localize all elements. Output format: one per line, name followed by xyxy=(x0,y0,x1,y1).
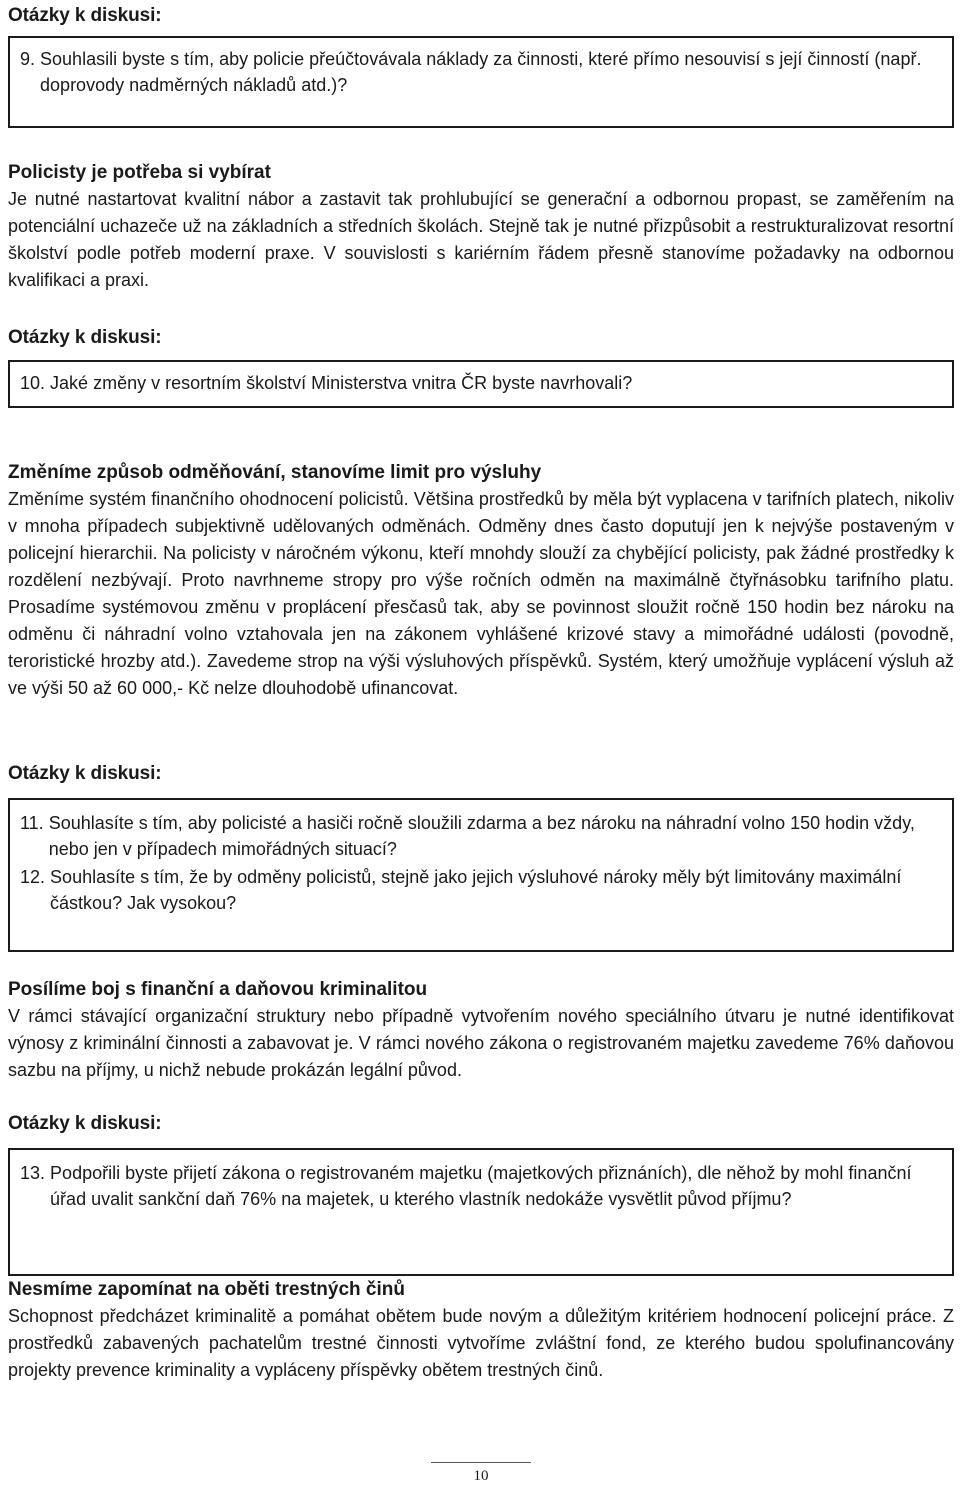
question-item xyxy=(20,810,942,862)
section-recruitment xyxy=(8,160,954,294)
question-number: 10. xyxy=(20,373,46,393)
question-item xyxy=(20,864,942,916)
section-title: Změníme způsob odměňování, stanovíme limit pro výsluhy xyxy=(8,462,542,483)
page-number: 10 xyxy=(473,1468,489,1484)
section-title: Nesmíme zapomínat na oběti trestných činů xyxy=(8,1279,405,1300)
section-body: Je nutné nastartovat kvalitní nábor a zastavit tak prohlubující se generační a odbornou propast, se zaměřením na potenciální uchazeče už na základních a středních školách. Stejně tak je nutné přizpůsobit a restrukturalizovat resortní školství podle potřeb moderní praxe. V souvislosti s kariérním řádem přesně stanovíme požadavky na odbornou kvalifikaci a praxi. xyxy=(8,189,954,290)
question-box xyxy=(8,360,954,408)
discussion-block-1 xyxy=(8,4,954,128)
discussion-heading: Otázky k diskusi: xyxy=(8,763,162,784)
section-financial-crime xyxy=(8,977,954,1084)
question-box xyxy=(8,36,954,128)
section-body: V rámci stávající organizační struktury nebo případně vytvořením nového speciálního útvaru je nutné identifikovat výnosy z kriminální činnosti a zabavovat je. V rámci nového zákona o registrovaném majetku zavedeme 76% daňovou sazbu na příjmy, u nichž nebude prokázán legální původ. xyxy=(8,1006,954,1080)
discussion-block-4 xyxy=(8,1112,954,1276)
section-title: Posílíme boj s finanční a daňovou kriminalitou xyxy=(8,979,428,1000)
question-item xyxy=(20,370,942,396)
question-item xyxy=(20,46,942,98)
section-remuneration xyxy=(8,460,954,702)
question-number: 9. xyxy=(20,49,36,69)
discussion-heading: Otázky k diskusi: xyxy=(8,1113,162,1134)
discussion-block-2 xyxy=(8,326,954,408)
question-number: 12. xyxy=(20,867,46,887)
section-crime-victims xyxy=(8,1277,954,1384)
question-text: Souhlasíte s tím, aby policisté a hasiči ročně sloužili zdarma a bez nároku na náhradní volno 150 hodin vždy, nebo jen v případech mimořádných situací? xyxy=(48,813,915,859)
section-title: Policisty je potřeba si vybírat xyxy=(8,162,271,183)
question-text: Podpořili byste přijetí zákona o registrovaném majetku (majetkových přiznáních), dle něhož by mohl finanční úřad uvalit sankční daň 76% na majetek, u kterého vlastník nedokáže vysvětlit původ příjmu? xyxy=(50,1163,912,1209)
question-number: 11. xyxy=(20,813,44,833)
question-text: Souhlasili byste s tím, aby policie přeúčtovávala náklady za činnosti, které přímo nesouvisí s její činností (např. doprovody nadměrných nákladů atd.)? xyxy=(40,49,922,95)
question-box xyxy=(8,798,954,952)
discussion-heading: Otázky k diskusi: xyxy=(8,327,162,348)
discussion-block-3 xyxy=(8,762,954,952)
section-body: Schopnost předcházet kriminalitě a pomáhat obětem bude novým a důležitým kritériem hodnocení policejní práce. Z prostředků zabavených pachatelům trestné činnosti vytvoříme zvláštní fond, ze kterého budou spolufinancovány projekty prevence kriminality a vypláceny příspěvky obětem trestných činů. xyxy=(8,1306,954,1380)
question-number: 13. xyxy=(20,1163,46,1183)
footer-divider xyxy=(431,1462,531,1463)
question-text: Souhlasíte s tím, že by odměny policistů, stejně jako jejich výsluhové nároky měly být limitovány maximální částkou? Jak vysokou? xyxy=(50,867,902,913)
question-item xyxy=(20,1160,942,1212)
section-body: Změníme systém finančního ohodnocení policistů. Většina prostředků by měla být vyplacena v tarifních platech, nikoliv v mnoha případech subjektivně udělovaných odměnách. Odměny dnes často doputují jen k nejvýše postaveným v policejní hierarchii. Na policisty v náročném výkonu, kteří mnohdy slouží za chybějící policisty, pak žádné prostředky k rozdělení nezbývají. Proto navrhneme stropy pro výše ročních odměn na maximálně čtyřnásobku tarifního platu. Prosadíme systémovou změnu v proplácení přesčasů tak, aby se povinnost sloužit ročně 150 hodin bez nároku na odměnu či náhradní volno vztahovala jen na zákonem vyhlášené krizové stavy a mimořádné události (povodně, teroristické hrozby atd.). Zavedeme strop na výši výsluhových příspěvků. Systém, který umožňuje vyplácení výsluh až ve výši 50 až 60 000,- Kč nelze dlouhodobě ufinancovat. xyxy=(8,489,954,698)
question-text: Jaké změny v resortním školství Ministerstva vnitra ČR byste navrhovali? xyxy=(50,373,633,393)
question-box xyxy=(8,1148,954,1276)
discussion-heading: Otázky k diskusi: xyxy=(8,5,162,26)
